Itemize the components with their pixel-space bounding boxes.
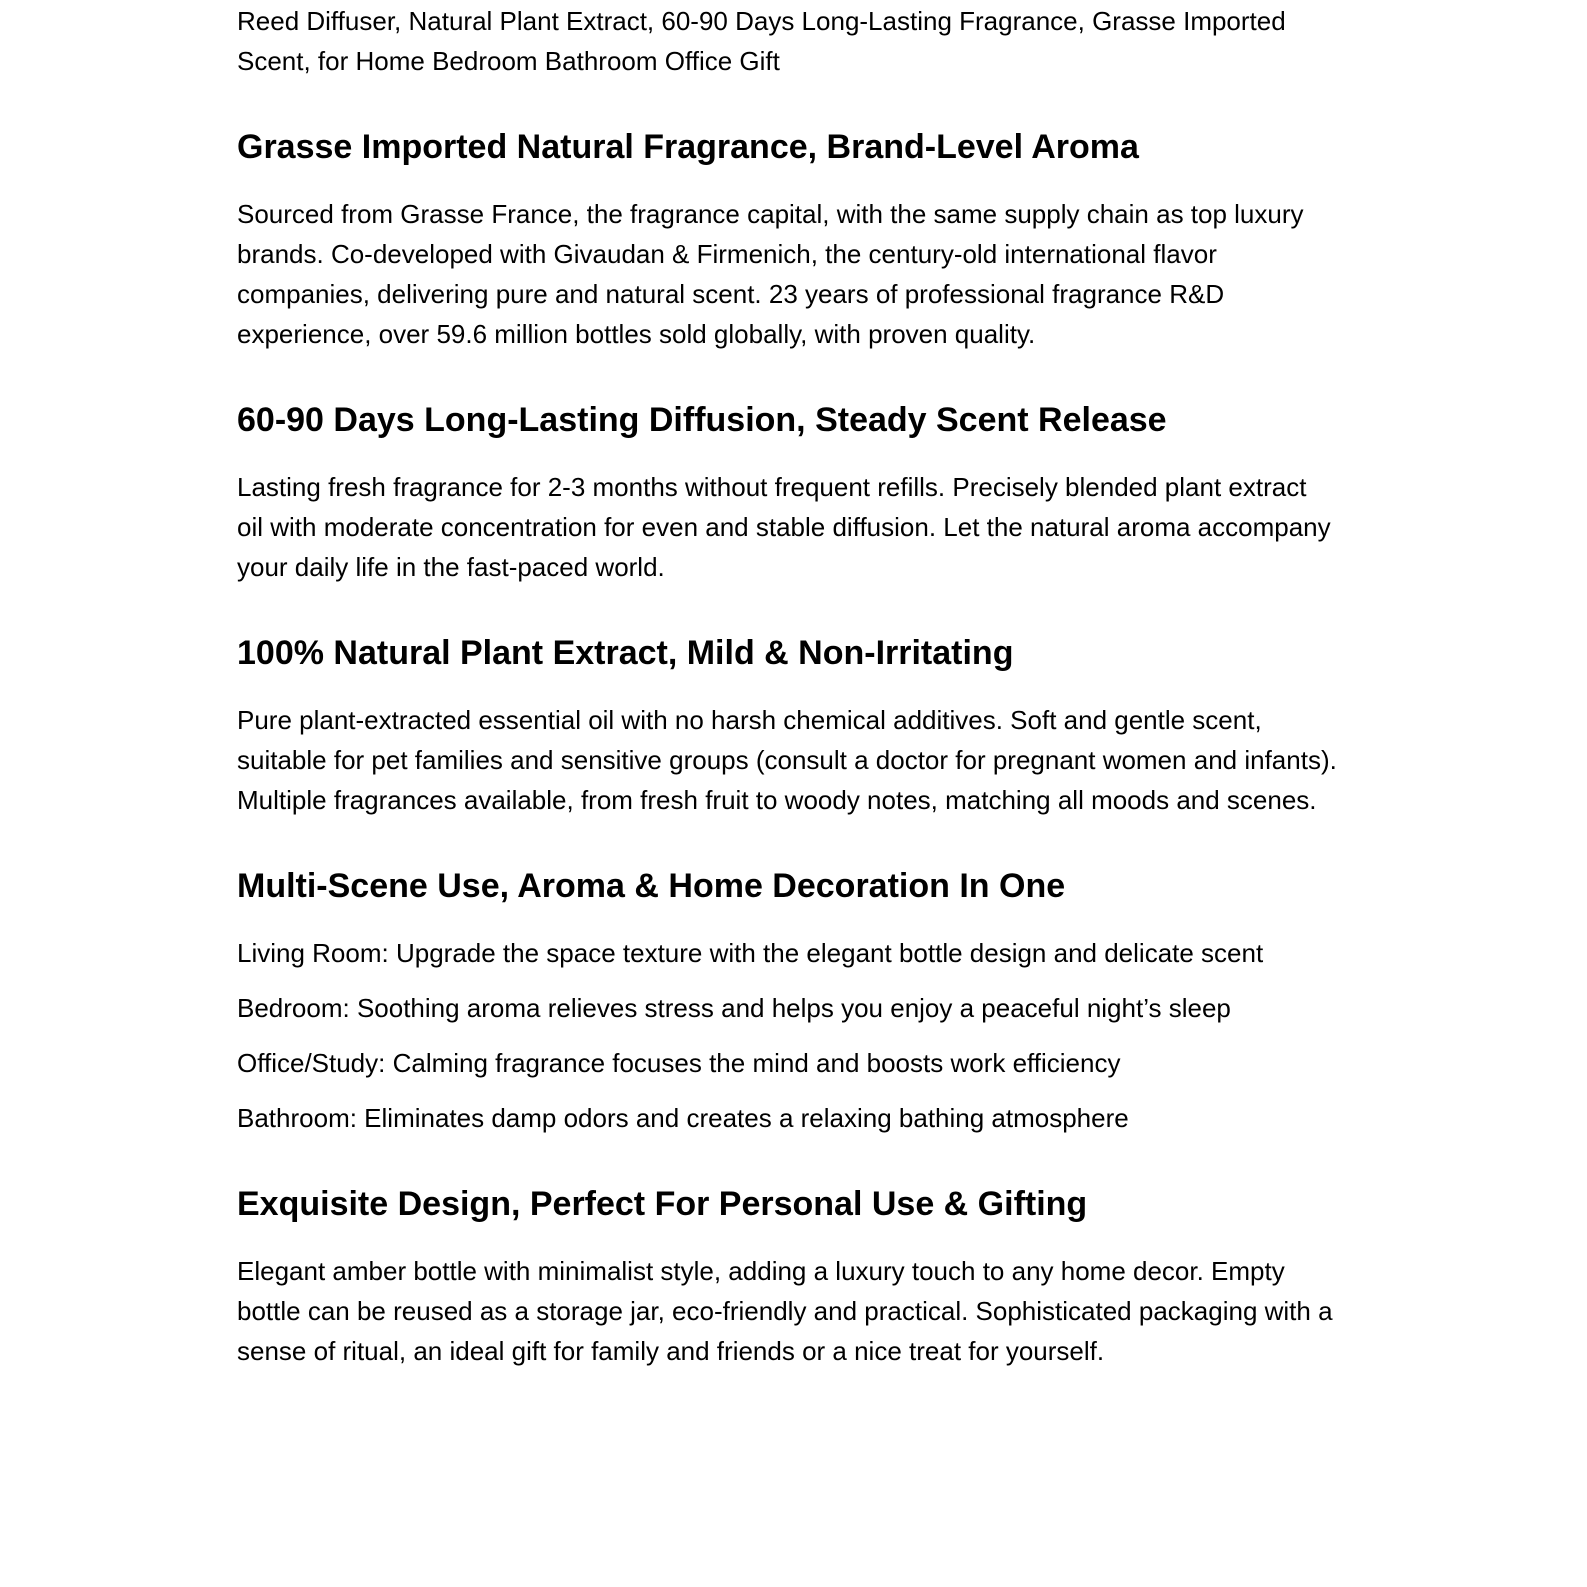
section-heading-natural-plant-extract: 100% Natural Plant Extract, Mild & Non-Irritating xyxy=(237,634,1014,672)
section-paragraph-bedroom: Bedroom: Soothing aroma relieves stress and helps you enjoy a peaceful night’s sleep xyxy=(237,993,1231,1023)
section-paragraph-living-room: Living Room: Upgrade the space texture with the elegant bottle design and delicate scent xyxy=(237,938,1264,968)
section-paragraph: Pure plant-extracted essential oil with no harsh chemical additives. Soft and gentle scent, suitable for pet families and sensitive groups (consult a doctor for pregnant women and infants). Multiple fragrances available, from fresh fruit to woody notes, matching all moods and scenes. xyxy=(237,705,1337,815)
section-paragraph: Sourced from Grasse France, the fragrance capital, with the same supply chain as top luxury brands. Co-developed with Givaudan & Firmenich, the century-old international flavor companies, delivering pure and natural scent. 23 years of professional fragrance R&D experience, over 59.6 million bottles sold globally, with proven quality. xyxy=(237,199,1304,349)
section-heading-multi-scene-use: Multi-Scene Use, Aroma & Home Decoration In One xyxy=(237,867,1066,905)
section-paragraph: Lasting fresh fragrance for 2-3 months without frequent refills. Precisely blended plant extract oil with moderate concentration for even and stable diffusion. Let the natural aroma accompany your daily life in the fast-paced world. xyxy=(237,472,1331,582)
section-paragraph-office-study: Office/Study: Calming fragrance focuses the mind and boosts work efficiency xyxy=(237,1048,1121,1078)
product-title-paragraph: Reed Diffuser, Natural Plant Extract, 60-90 Days Long-Lasting Fragrance, Grasse Imported Scent, for Home Bedroom Bathroom Office Gift xyxy=(237,6,1286,76)
section-heading-long-lasting-diffusion: 60-90 Days Long-Lasting Diffusion, Steady Scent Release xyxy=(237,401,1167,439)
section-paragraph: Elegant amber bottle with minimalist style, adding a luxury touch to any home decor. Empty bottle can be reused as a storage jar, eco-friendly and practical. Sophisticated packaging with a sense of ritual, an ideal gift for family and friends or a nice treat for yourself. xyxy=(237,1256,1333,1366)
section-heading-grasse-imported: Grasse Imported Natural Fragrance, Brand-Level Aroma xyxy=(237,128,1139,166)
section-heading-exquisite-design: Exquisite Design, Perfect For Personal Use & Gifting xyxy=(237,1185,1088,1223)
section-paragraph-bathroom: Bathroom: Eliminates damp odors and creates a relaxing bathing atmosphere xyxy=(237,1103,1129,1133)
